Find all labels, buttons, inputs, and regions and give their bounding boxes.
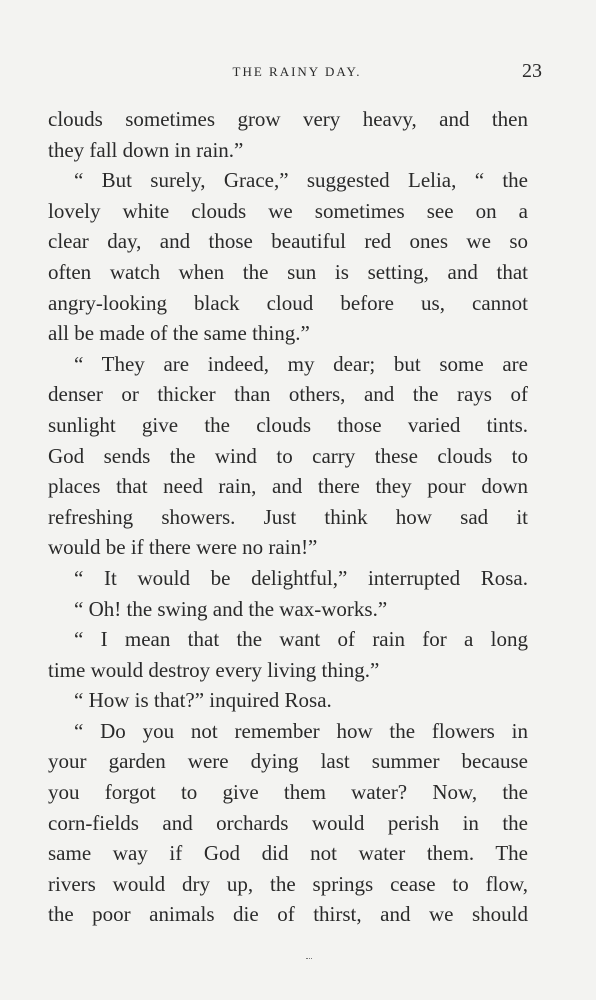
body-text — [48, 104, 528, 930]
text-line: angry-looking black cloud before us, cannot — [48, 290, 528, 315]
text-line: “ They are indeed, my dear; but some are — [74, 351, 528, 376]
text-line: God sends the wind to carry these clouds to — [48, 443, 528, 468]
text-line: “ How is that?” inquired Rosa. — [74, 688, 332, 713]
text-line: lovely white clouds we sometimes see on a — [48, 198, 528, 223]
text-line: the poor animals die of thirst, and we should — [48, 902, 528, 927]
text-line: clear day, and those beautiful red ones we so — [48, 229, 528, 254]
text-line: would be if there were no rain!” — [48, 535, 318, 560]
text-line: “ Do you not remember how the flowers in — [74, 718, 528, 743]
page-number: 23 — [522, 60, 542, 82]
text-line: “ It would be delightful,” interrupted Rosa. — [74, 565, 528, 590]
text-line: all be made of the same thing.” — [48, 321, 310, 346]
text-line: your garden were dying last summer because — [48, 749, 528, 774]
text-line: sunlight give the clouds those varied tints. — [48, 412, 528, 437]
text-line: places that need rain, and there they pour down — [48, 474, 528, 499]
text-line: “ But surely, Grace,” suggested Lelia, “ the — [74, 168, 528, 193]
text-line: refreshing showers. Just think how sad it — [48, 504, 528, 529]
text-line: often watch when the sun is setting, and that — [48, 259, 528, 284]
text-line: “ Oh! the swing and the wax-works.” — [74, 596, 388, 621]
text-line: you forgot to give them water? Now, the — [48, 780, 528, 805]
text-line: they fall down in rain.” — [48, 137, 244, 162]
running-header — [48, 62, 546, 84]
text-line: denser or thicker than others, and the rays of — [48, 382, 528, 407]
text-line: same way if God did not water them. The — [48, 841, 528, 866]
printer-mark — [306, 958, 312, 963]
text-line: clouds sometimes grow very heavy, and then — [48, 107, 528, 131]
text-line: rivers would dry up, the springs cease to flow, — [48, 871, 528, 896]
running-title: THE RAINY DAY. — [232, 64, 362, 79]
text-line: time would destroy every living thing.” — [48, 657, 380, 682]
text-line: “ I mean that the want of rain for a long — [74, 627, 528, 652]
text-line: corn-fields and orchards would perish in the — [48, 810, 528, 835]
